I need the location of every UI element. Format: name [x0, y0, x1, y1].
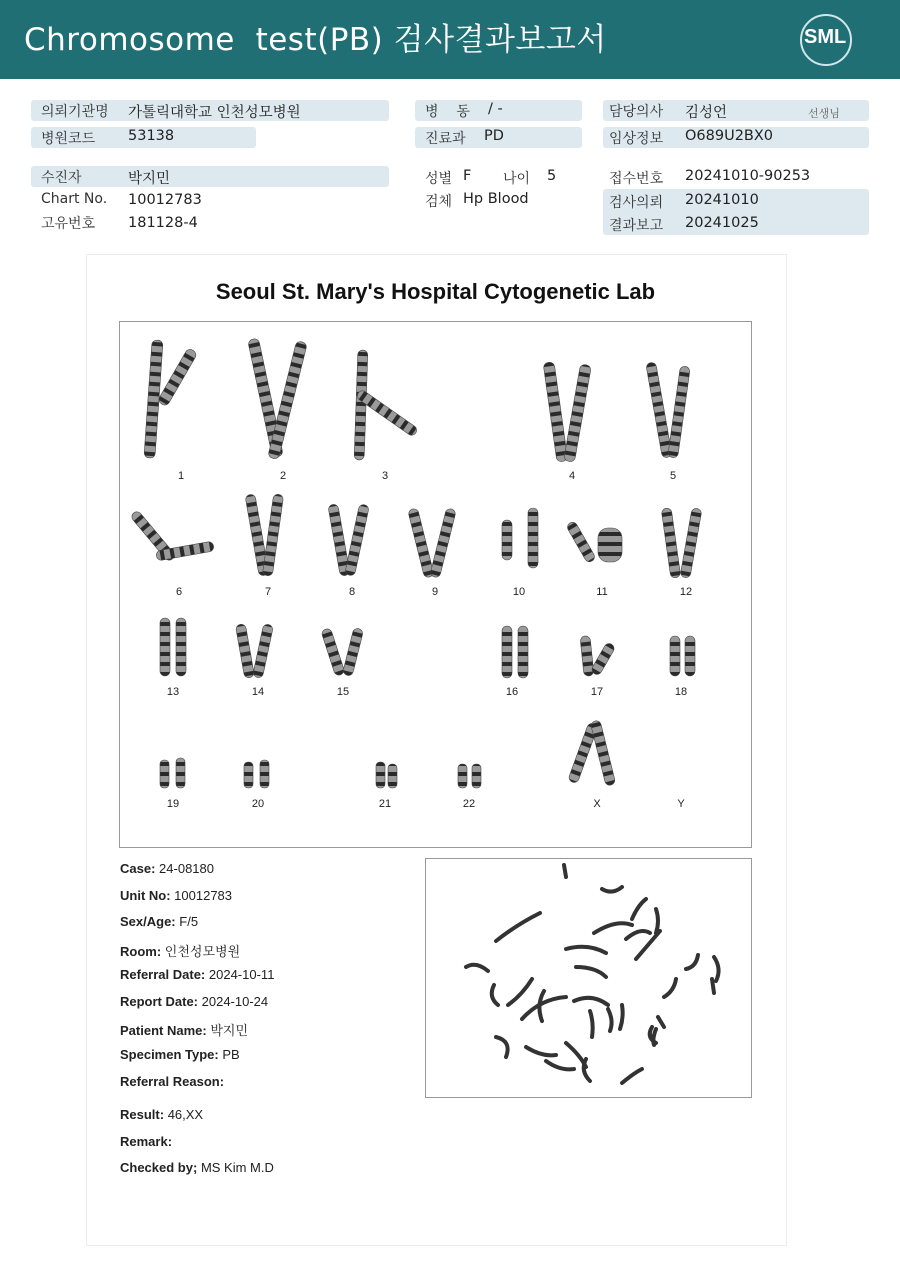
unique-no-value: 181128-4: [128, 215, 198, 231]
patient-name-value: 박지민: [128, 171, 171, 187]
unit-line: [120, 888, 232, 903]
chromosome-label: 2: [279, 470, 287, 482]
patient-name-label: 수진자: [41, 170, 82, 186]
sml-logo: [798, 12, 856, 64]
report-header-banner: [0, 0, 900, 79]
doctor-value: 김성언: [685, 105, 728, 121]
department-value: PD: [484, 128, 504, 144]
chromosome-label: X: [593, 798, 601, 810]
karyogram-panel: [119, 321, 752, 848]
accession-label: 접수번호: [609, 171, 664, 187]
patient-name-line: [120, 1020, 248, 1039]
doctor-label: 담당의사: [609, 104, 664, 120]
case-label: Case:: [120, 861, 156, 876]
specimen-type-line: [120, 1047, 240, 1062]
patient-name-row-bg: [31, 166, 389, 187]
report-date-value-2: 2024-10-24: [201, 994, 269, 1009]
ward-label: 병 동: [425, 104, 470, 120]
chromosome-label: 10: [512, 586, 526, 598]
case-line: [120, 861, 214, 876]
metaphase-spread-panel: [425, 858, 752, 1098]
unit-value: 10012783: [174, 888, 233, 903]
report-date-line: [120, 994, 268, 1009]
result-line: [120, 1107, 203, 1122]
department-label: 진료과: [425, 131, 466, 147]
referral-date-value: 2024-10-11: [208, 967, 275, 982]
result-value: 46,XX: [167, 1107, 204, 1122]
metaphase-image: [426, 859, 751, 1097]
checked-by-value: MS Kim M.D: [200, 1160, 274, 1175]
chromosome-label: 1: [177, 470, 185, 482]
specimen-type-value: PB: [222, 1047, 240, 1062]
specimen-type-label: Specimen Type:: [120, 1047, 219, 1062]
sexage-value: F/5: [179, 914, 199, 929]
room-line: [120, 941, 240, 960]
referral-date-line: [120, 967, 274, 982]
chromosome-label: 12: [679, 586, 693, 598]
accession-value: 20241010-90253: [685, 168, 811, 184]
report-title: Chromosome test(PB) 검사결과보고서: [24, 22, 607, 58]
chromosome-label: 19: [166, 798, 180, 810]
chromosome-label: 15: [336, 686, 350, 698]
request-date-value: 20241010: [685, 192, 759, 208]
chromosome-label: 5: [669, 470, 677, 482]
karyogram-image: [120, 322, 751, 847]
remark-label: Remark:: [120, 1134, 173, 1149]
hospital-code-value: 53138: [128, 128, 175, 144]
sex-value: F: [463, 168, 472, 184]
checked-by-line: [120, 1160, 274, 1175]
age-value: 5: [547, 168, 557, 184]
chart-no-label: Chart No.: [41, 191, 108, 207]
chromosome-label: 3: [381, 470, 389, 482]
patient-name-label-2: Patient Name:: [120, 1023, 207, 1038]
doctor-suffix: 선생님: [808, 107, 840, 120]
chromosome-label: 9: [431, 586, 439, 598]
chromosome-label: 17: [590, 686, 604, 698]
chromosome-label: 14: [251, 686, 265, 698]
unique-no-label: 고유번호: [41, 216, 96, 232]
sex-label: 성별: [425, 171, 453, 187]
clinical-label: 임상정보: [609, 131, 664, 147]
chart-no-value: 10012783: [128, 192, 202, 208]
chromosome-label: Y: [677, 798, 685, 810]
result-label: Result:: [120, 1107, 165, 1122]
report-date-label: 결과보고: [609, 218, 664, 234]
remark-line: [120, 1134, 172, 1149]
specimen-value: Hp Blood: [463, 191, 529, 207]
institution-label: 의뢰기관명: [41, 104, 109, 120]
ward-value: / -: [488, 101, 503, 117]
chromosome-label: 16: [505, 686, 519, 698]
request-date-label: 검사의뢰: [609, 195, 664, 211]
referral-reason-label: Referral Reason:: [120, 1074, 225, 1089]
checked-by-label: Checked by;: [120, 1160, 198, 1175]
case-value: 24-08180: [159, 861, 214, 876]
sexage-label: Sex/Age:: [120, 914, 176, 929]
referral-reason-line: [120, 1074, 224, 1089]
chromosome-label: 13: [166, 686, 180, 698]
report-date-value: 20241025: [685, 215, 759, 231]
lab-title: Seoul St. Mary's Hospital Cytogenetic Lab: [215, 279, 656, 304]
chromosome-label: 7: [264, 586, 272, 598]
report-date-label-2: Report Date:: [120, 994, 199, 1009]
room-value: 인천성모병원: [164, 944, 241, 959]
chromosome-label: 11: [596, 586, 608, 598]
room-label: Room:: [120, 944, 162, 959]
sexage-line: [120, 914, 198, 929]
chromosome-label: 18: [674, 686, 688, 698]
patient-name-value-2: 박지민: [210, 1023, 249, 1038]
age-label: 나이: [503, 171, 531, 187]
clinical-value: O689U2BX0: [685, 128, 774, 144]
chromosome-label: 8: [348, 586, 356, 598]
institution-value: 가톨릭대학교 인천성모병원: [128, 105, 301, 121]
chromosome-label: 4: [568, 470, 576, 482]
referral-date-label: Referral Date:: [120, 967, 206, 982]
chromosome-label: 21: [378, 798, 392, 810]
specimen-label: 검체: [425, 194, 453, 210]
logo-text: SML: [804, 26, 847, 48]
chromosome-label: 20: [251, 798, 265, 810]
chromosome-label: 6: [175, 586, 183, 598]
unit-label: Unit No:: [120, 888, 171, 903]
chromosome-label: 22: [462, 798, 476, 810]
hospital-code-label: 병원코드: [41, 131, 96, 147]
